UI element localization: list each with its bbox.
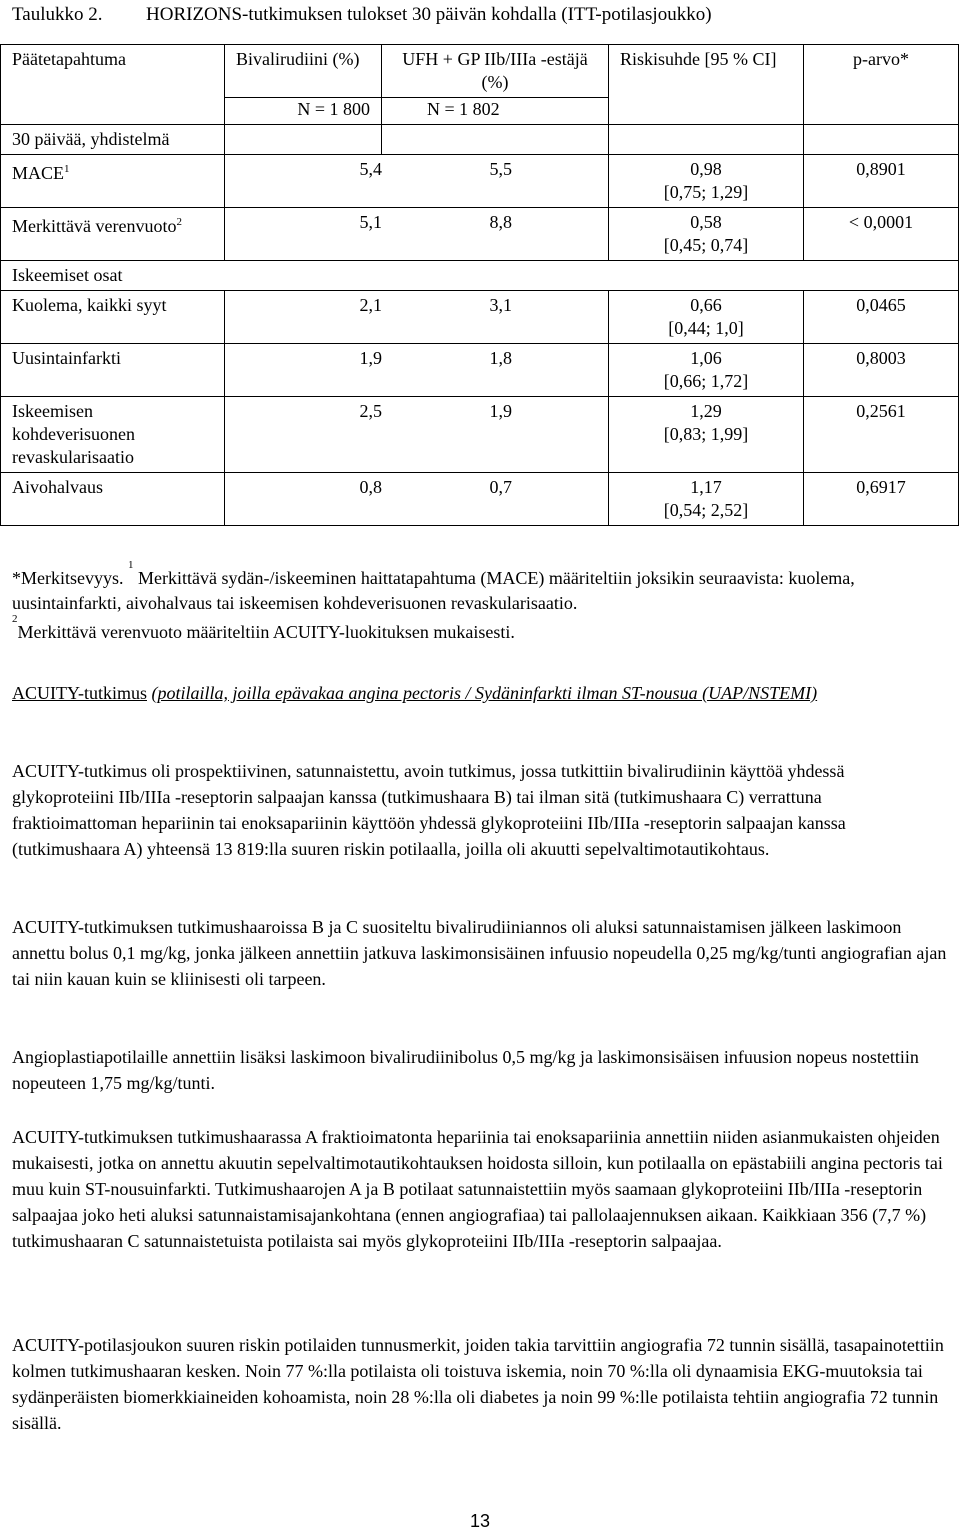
table-row [1, 155, 959, 208]
row-bivalirudin: 0,8 [359, 477, 382, 497]
header-endpoint: Päätetapahtuma [1, 45, 225, 125]
table-header-row [1, 45, 959, 98]
row-endpoint: MACE$^1$ [1, 155, 225, 208]
table-row [1, 291, 959, 344]
row-ufh: 1,9 [489, 401, 512, 421]
header-ufh: UFH + GP IIb/IIIa -estäjä (%) [382, 45, 609, 98]
row-risk-ratio: 0,58 [0,45; 0,74] [609, 208, 804, 261]
table-row [1, 397, 959, 473]
row-bivalirudin: 2,1 [359, 295, 382, 315]
row-bivalirudin: 5,1 [359, 212, 382, 232]
row-risk-ratio: 0,66 [0,44; 1,0] [609, 291, 804, 344]
row-endpoint: Merkittävä verenvuoto$^2$ [1, 208, 225, 261]
table-row [1, 344, 959, 397]
section-label: Iskeemiset osat [1, 261, 959, 291]
row-p-value: 0,8901 [804, 155, 959, 208]
row-ufh: 1,8 [489, 348, 512, 368]
row-ufh: 5,5 [489, 159, 512, 179]
paragraph-1: ACUITY-tutkimus oli prospektiivinen, satunnaistettu, avoin tutkimus, jossa tutkittiin bivalirudiinin käyttöä yhdessä glykoproteiini IIb/IIIa -reseptorin salpaajan kanssa (tutkimushaara B) tai ilman sitä (tutkimushaara C) verrattuna fraktioimattoman hepariinin tai enoksapariinin käyttöön yhdessä glykoproteiini IIb/IIIa -reseptorin salpaajan kanssa (tutkimushaara A) yhteensä 13 819:lla suuren riskin potilaalla, joilla oli akuutti sepelvaltimotautikohtaus. [12, 761, 846, 859]
paragraph-5: ACUITY-potilasjoukon suuren riskin potilaiden tunnusmerkit, joiden takia tarvittiin angiografia 72 tunnin sisällä, tasapainotettiin kolmen tutkimushaaran kesken. Noin 77 %:lla potilaista oli toistuva iskemia, noin 70 %:lla oli dynaamisia EKG-muutoksia tai sydänperäisten biomerkkiaineiden kohoamista, noin 28 %:lla oli diabetes ja noin 99 %:lle potilaista tehtiin angiografia 72 tunnin sisällä. [12, 1335, 944, 1433]
section-row [1, 261, 959, 291]
row-bivalirudin: 1,9 [359, 348, 382, 368]
row-endpoint: Iskeemisen kohdeverisuonen revaskularisaatio [1, 397, 225, 473]
n-ufh: N = 1 802 [382, 98, 609, 125]
paragraph-2: ACUITY-tutkimuksen tutkimushaaroissa B ja C suositeltu bivalirudiiniannos oli aluksi satunnaistamisen jälkeen laskimoon annettu bolus 0,1 mg/kg, jonka jälkeen annettiin jatkuva laskimonsisäinen infuusio nopeudella 0,25 mg/kg/tunti angiografian ajan tai niin kauan kuin se kliinisesti oli tarpeen. [12, 917, 947, 989]
row-bivalirudin: 2,5 [359, 401, 382, 421]
row-endpoint: Uusintainfarkti [1, 344, 225, 397]
heading-main: ACUITY-tutkimus [12, 683, 147, 703]
header-p-value: p-arvo* [804, 45, 959, 125]
table-row [1, 208, 959, 261]
row-risk-ratio: 1,17 [0,54; 2,52] [609, 473, 804, 526]
header-bivalirudin: Bivalirudiini (%) [225, 45, 382, 98]
section-label: 30 päivää, yhdistelmä [1, 125, 225, 155]
row-endpoint: Kuolema, kaikki syyt [1, 291, 225, 344]
footnote-1: *Merkitsevyys. $^1$ Merkittävä sydän-/iskeeminen haittatapahtuma (MACE) määriteltiin joksikin seuraavista: kuolema, uusintainfarkti, aivohalvaus tai iskeemisen kohdeverisuonen revaskularisaatio. [12, 559, 855, 613]
row-risk-ratio: 0,98 [0,75; 1,29] [609, 155, 804, 208]
row-p-value: 0,2561 [804, 397, 959, 473]
n-bivalirudin: N = 1 800 [225, 98, 382, 125]
row-endpoint: Aivohalvaus [1, 473, 225, 526]
row-p-value: 0,8003 [804, 344, 959, 397]
table-row [1, 473, 959, 526]
row-ufh: 3,1 [489, 295, 512, 315]
table-caption: HORIZONS-tutkimuksen tulokset 30 päivän kohdalla (ITT-potilasjoukko) [146, 4, 712, 25]
row-p-value: < 0,0001 [804, 208, 959, 261]
header-risk-ratio: Riskisuhde [95 % CI] [609, 45, 804, 125]
paragraph-4: ACUITY-tutkimuksen tutkimushaarassa A fraktioimatonta hepariinia tai enoksapariinia annettiin niiden asianmukaisten ohjeiden mukaisesti, jotka on annettu akuutin sepelvaltimotautikohtauksen hoidosta silloin, kun potilaalla on epästabiili angina pectoris tai muu kuin ST-nousuinfarkti. Tutkimushaarojen A ja B potilaat satunnaistettiin myös saamaan glykoproteiini IIb/IIIa -reseptorin salpaajaa joko heti aluksi satunnaistamisajankohtana (ennen angiografiaa) tai pallolaajennuksen aikaan. Kaikkiaan 356 (7,7 %) tutkimushaaran C satunnaistetuista potilaista sai myös glykoproteiini IIb/IIIa -reseptorin salpaajaa. [12, 1127, 943, 1251]
table-title [12, 3, 952, 27]
section-heading [12, 680, 947, 706]
results-table [0, 44, 959, 526]
row-risk-ratio: 1,29 [0,83; 1,99] [609, 397, 804, 473]
row-ufh: 8,8 [489, 212, 512, 232]
section-row [1, 125, 959, 155]
row-p-value: 0,6917 [804, 473, 959, 526]
page-number: 13 [469, 1511, 491, 1531]
row-ufh: 0,7 [489, 477, 512, 497]
footnote-2: $^2$Merkittävä verenvuoto määriteltiin ACUITY-luokituksen mukaisesti. [12, 613, 515, 642]
paragraph-3: Angioplastiapotilaille annettiin lisäksi laskimoon bivalirudiinibolus 0,5 mg/kg ja laskimonsisäisen infuusion nopeus nostettiin nopeuteen 1,75 mg/kg/tunti. [12, 1047, 919, 1093]
row-risk-ratio: 1,06 [0,66; 1,72] [609, 344, 804, 397]
row-bivalirudin: 5,4 [359, 159, 382, 179]
table-label: Taulukko 2. [12, 4, 103, 25]
heading-sub: (potilailla, joilla epävakaa angina pectoris / Sydäninfarkti ilman ST-nousua (UAP/NSTEMI) [151, 683, 818, 703]
row-p-value: 0,0465 [804, 291, 959, 344]
